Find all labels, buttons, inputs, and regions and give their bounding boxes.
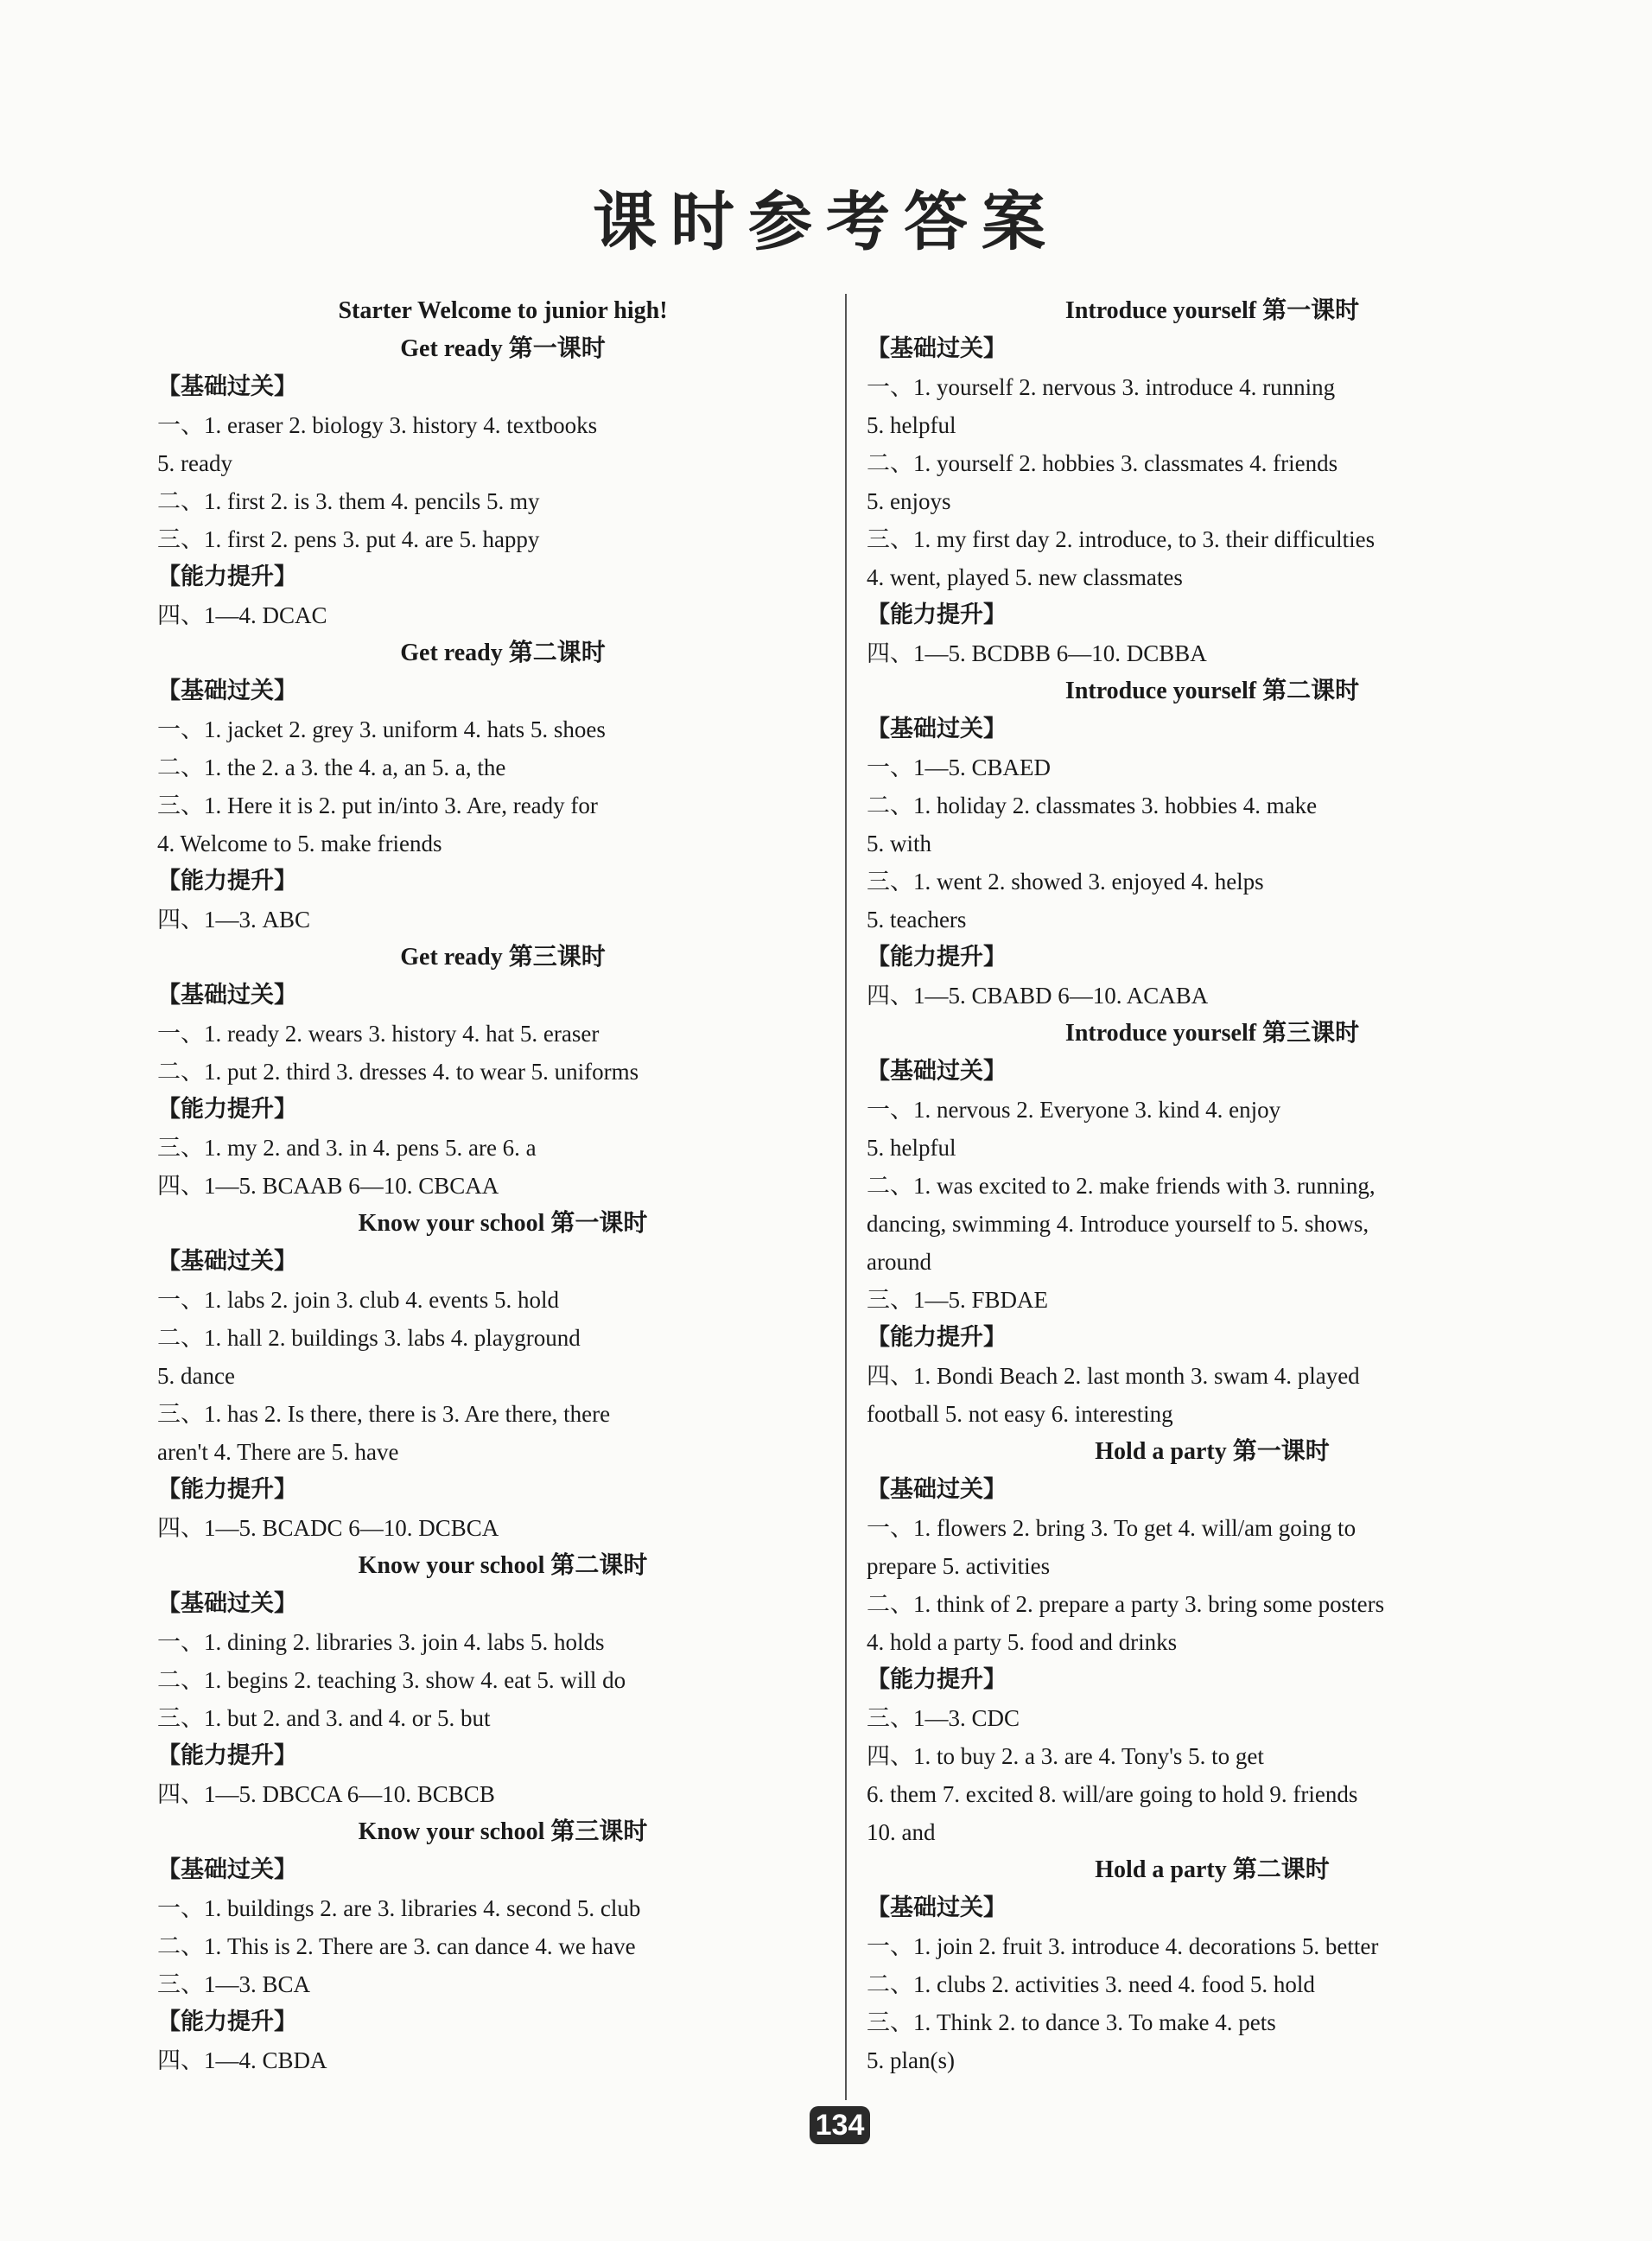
answer-line: 5. plan(s): [867, 2047, 955, 2073]
answer-line: 三、1—3. BCA: [157, 1971, 311, 1997]
answer-line: 5. enjoys: [867, 488, 951, 514]
answer-line: 6. them 7. excited 8. will/are going to hold 9. friends: [867, 1781, 1358, 1807]
answer-line: 二、1. put 2. third 3. dresses 4. to wear 5. uniforms: [157, 1059, 639, 1085]
answer-line: 二、1. clubs 2. activities 3. need 4. food 5. hold: [867, 1971, 1315, 1997]
answer-line: 四、1—3. ABC: [157, 907, 311, 933]
answer-line: 一、1. labs 2. join 3. club 4. events 5. hold: [157, 1287, 559, 1313]
answer-line: 二、1. the 2. a 3. the 4. a, an 5. a, the: [157, 754, 506, 780]
answer-line: 二、1. holiday 2. classmates 3. hobbies 4. make: [867, 793, 1318, 818]
answer-line: football 5. not easy 6. interesting: [867, 1401, 1173, 1427]
answer-line: 二、1. This is 2. There are 3. can dance 4. we have: [157, 1933, 636, 1959]
subsection-tag: 【基础过关】: [867, 335, 1007, 362]
subsection-tag: 【能力提升】: [867, 1324, 1007, 1351]
subsection-tag: 【基础过关】: [867, 1476, 1007, 1503]
answer-line: 三、1—3. CDC: [867, 1705, 1020, 1731]
answer-line: prepare 5. activities: [867, 1553, 1051, 1579]
answer-line: 5. helpful: [867, 412, 956, 438]
answer-line: 三、1. went 2. showed 3. enjoyed 4. helps: [867, 869, 1264, 894]
subsection-tag: 【基础过关】: [157, 373, 297, 400]
answer-line: 三、1. Think 2. to dance 3. To make 4. pets: [867, 2009, 1276, 2035]
answer-line: 四、1—5. BCDBB 6—10. DCBBA: [867, 640, 1207, 666]
answer-line: 一、1. join 2. fruit 3. introduce 4. decorations 5. better: [867, 1933, 1379, 1959]
answer-line: 4. went, played 5. new classmates: [867, 564, 1183, 590]
answer-line: 4. hold a party 5. food and drinks: [867, 1629, 1178, 1655]
subsection-tag: 【能力提升】: [157, 868, 297, 894]
answer-line: 三、1. my 2. and 3. in 4. pens 5. are 6. a: [157, 1135, 537, 1161]
answer-line: 二、1. begins 2. teaching 3. show 4. eat 5. will do: [157, 1667, 626, 1693]
section-heading: Introduce yourself 第一课时: [1064, 297, 1360, 324]
section-heading: Starter Welcome to junior high!: [338, 297, 668, 324]
answer-line: 四、1. Bondi Beach 2. last month 3. swam 4. played: [867, 1363, 1360, 1389]
subsection-tag: 【基础过关】: [867, 716, 1007, 742]
page-number: 134: [810, 2106, 870, 2144]
answer-line: 四、1—5. BCAAB 6—10. CBCAA: [157, 1173, 499, 1199]
answer-line: 三、1. first 2. pens 3. put 4. are 5. happy: [157, 526, 540, 552]
section-heading: Know your school 第三课时: [358, 1818, 648, 1845]
section-heading: Introduce yourself 第二课时: [1064, 678, 1360, 704]
answer-line: 三、1. but 2. and 3. and 4. or 5. but: [157, 1705, 491, 1731]
section-heading: Hold a party 第一课时: [1095, 1438, 1330, 1465]
subsection-tag: 【基础过关】: [867, 1894, 1007, 1921]
answer-line: 四、1—4. CBDA: [157, 2047, 327, 2073]
answer-line: 10. and: [867, 1819, 936, 1845]
page-title: 课时参考答案: [593, 185, 1059, 259]
answer-line: 5. dance: [157, 1363, 235, 1389]
answer-line: 二、1. was excited to 2. make friends with 3. running,: [867, 1173, 1376, 1199]
left-answer-column: [157, 292, 848, 2079]
section-heading: Know your school 第一课时: [358, 1210, 648, 1237]
subsection-tag: 【能力提升】: [157, 1742, 297, 1769]
answer-line: 一、1. eraser 2. biology 3. history 4. textbooks: [157, 412, 598, 438]
right-answer-column: [867, 292, 1558, 2079]
answer-line: 5. helpful: [867, 1135, 956, 1161]
answer-line: 三、1. Here it is 2. put in/into 3. Are, ready for: [157, 793, 598, 818]
answer-line: 四、1—5. CBABD 6—10. ACABA: [867, 983, 1209, 1009]
answer-line: 一、1. jacket 2. grey 3. uniform 4. hats 5. shoes: [157, 716, 606, 742]
subsection-tag: 【基础过关】: [157, 982, 297, 1009]
subsection-tag: 【基础过关】: [157, 1590, 297, 1617]
answer-line: 四、1. to buy 2. a 3. are 4. Tony's 5. to get: [867, 1743, 1264, 1769]
subsection-tag: 【能力提升】: [157, 2009, 297, 2035]
answer-line: 四、1—5. DBCCA 6—10. BCBCB: [157, 1781, 495, 1807]
answer-line: 三、1—5. FBDAE: [867, 1287, 1049, 1313]
subsection-tag: 【能力提升】: [867, 1666, 1007, 1693]
subsection-tag: 【基础过关】: [867, 1058, 1007, 1085]
answer-line: dancing, swimming 4. Introduce yourself to 5. shows,: [867, 1211, 1369, 1237]
answer-line: 5. teachers: [867, 907, 967, 933]
answer-line: 二、1. first 2. is 3. them 4. pencils 5. my: [157, 488, 540, 514]
subsection-tag: 【能力提升】: [867, 944, 1007, 971]
section-heading: Hold a party 第二课时: [1095, 1856, 1330, 1883]
answer-line: 一、1. buildings 2. are 3. libraries 4. second 5. club: [157, 1895, 641, 1921]
answer-line: 四、1—4. DCAC: [157, 602, 327, 628]
subsection-tag: 【基础过关】: [157, 1856, 297, 1883]
answer-line: 4. Welcome to 5. make friends: [157, 831, 442, 856]
section-heading: Know your school 第二课时: [358, 1552, 648, 1579]
section-heading: Get ready 第一课时: [400, 335, 606, 362]
subsection-tag: 【能力提升】: [157, 1096, 297, 1123]
subsection-tag: 【基础过关】: [157, 1248, 297, 1275]
answer-line: 二、1. hall 2. buildings 3. labs 4. playground: [157, 1325, 581, 1351]
answer-line: 四、1—5. BCADC 6—10. DCBCA: [157, 1515, 499, 1541]
subsection-tag: 【基础过关】: [157, 678, 297, 704]
subsection-tag: 【能力提升】: [157, 1476, 297, 1503]
answer-line: 一、1. flowers 2. bring 3. To get 4. will/am going to: [867, 1515, 1357, 1541]
section-heading: Introduce yourself 第三课时: [1064, 1020, 1360, 1047]
answer-line: 一、1. ready 2. wears 3. history 4. hat 5. eraser: [157, 1021, 600, 1047]
answer-line: 三、1. has 2. Is there, there is 3. Are there, there: [157, 1401, 611, 1427]
subsection-tag: 【能力提升】: [867, 602, 1007, 628]
answer-line: 5. with: [867, 831, 932, 856]
answer-line: 一、1. dining 2. libraries 3. join 4. labs 5. holds: [157, 1629, 605, 1655]
column-divider: [845, 294, 847, 2100]
answer-line: 二、1. think of 2. prepare a party 3. bring some posters: [867, 1591, 1385, 1617]
answer-line: around: [867, 1249, 931, 1275]
answer-line: aren't 4. There are 5. have: [157, 1439, 399, 1465]
answer-line: 三、1. my first day 2. introduce, to 3. their difficulties: [867, 526, 1376, 552]
answer-line: 二、1. yourself 2. hobbies 3. classmates 4. friends: [867, 450, 1338, 476]
section-heading: Get ready 第三课时: [400, 944, 606, 971]
subsection-tag: 【能力提升】: [157, 563, 297, 590]
answer-line: 一、1—5. CBAED: [867, 754, 1052, 780]
answer-line: 5. ready: [157, 450, 232, 476]
answer-line: 一、1. yourself 2. nervous 3. introduce 4. running: [867, 374, 1336, 400]
section-heading: Get ready 第二课时: [400, 640, 606, 666]
answer-line: 一、1. nervous 2. Everyone 3. kind 4. enjoy: [867, 1097, 1281, 1123]
